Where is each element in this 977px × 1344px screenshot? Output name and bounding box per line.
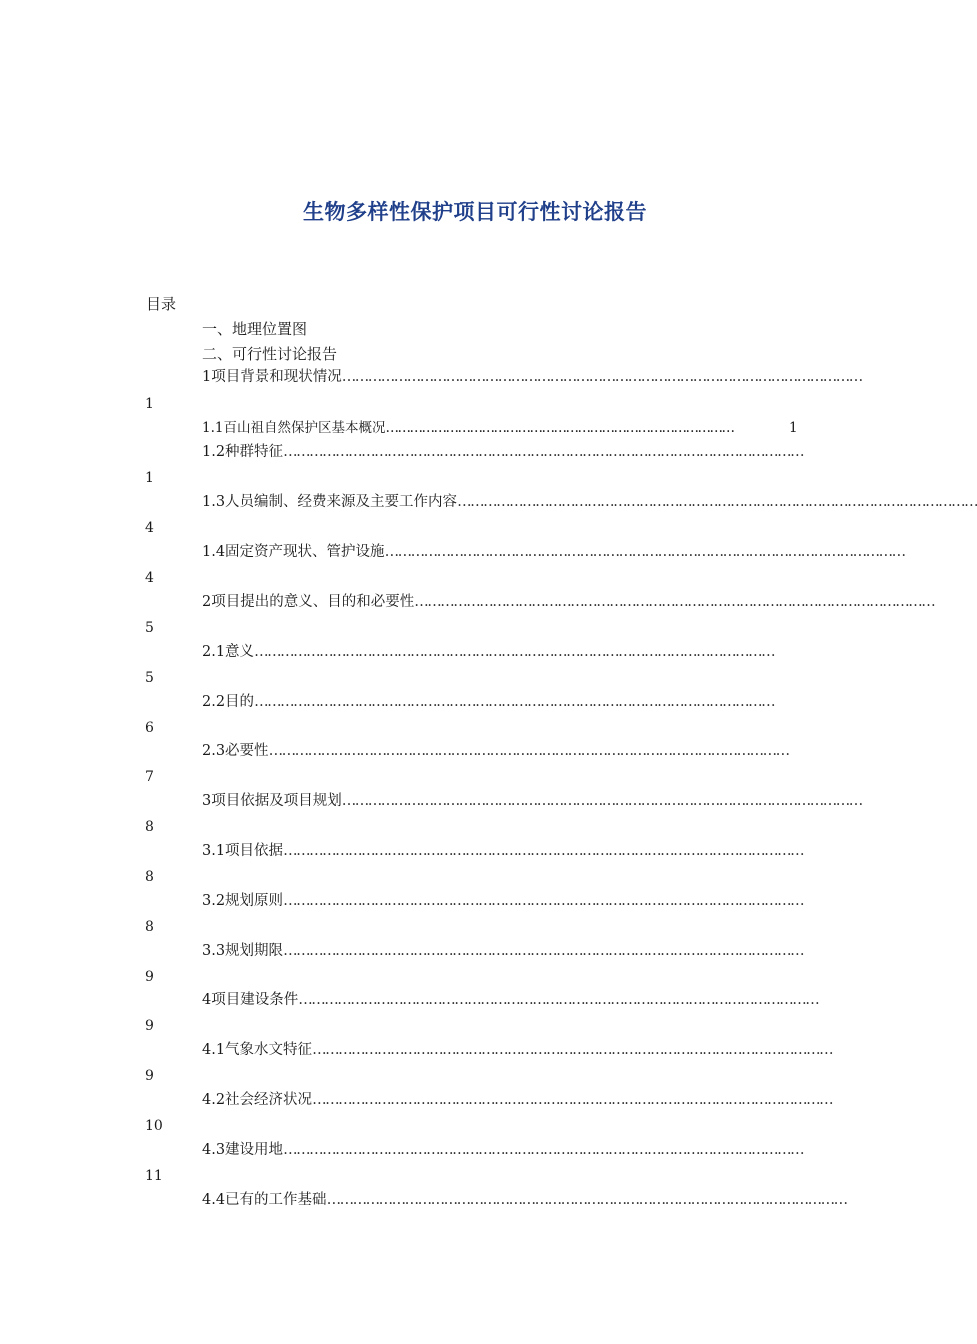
toc-entry-label: 2项目提出的意义、目的和必要性: [202, 594, 415, 610]
toc-entry-label: 4.4已有的工作基础: [202, 1192, 327, 1208]
toc-entry[interactable]: [202, 592, 935, 612]
toc-entry-label: 3.2规划原则: [202, 893, 284, 909]
toc-page-number: 5: [145, 670, 154, 686]
dot-leader: ……………………………………………………………………………: [385, 420, 734, 436]
dot-leader: …………………………………………………………………………………………………………: [326, 1192, 847, 1208]
toc-entry[interactable]: [202, 1040, 833, 1060]
toc-entry[interactable]: [202, 741, 806, 761]
toc-entry-label: 2.2目的: [202, 694, 255, 710]
toc-entry-label: 4.2社会经济状况: [202, 1092, 313, 1108]
toc-page-number: 11: [145, 1168, 163, 1184]
toc-entry[interactable]: [202, 367, 862, 387]
toc-page-number: 5: [145, 620, 154, 636]
toc-page-number: 10: [145, 1118, 163, 1134]
toc-entry-label: 3项目依据及项目规划: [202, 793, 342, 809]
toc-page-number: 1: [145, 470, 154, 486]
dot-leader: …………………………………………………………………………………………………………: [283, 444, 804, 460]
toc-page-number: 4: [145, 570, 154, 586]
dot-leader: …………………………………………………………………………………………………………: [341, 369, 862, 385]
toc-page-number: 8: [145, 819, 154, 835]
toc-entry[interactable]: [202, 891, 806, 911]
dot-leader: …………………………………………………………………………………………………………: [283, 893, 804, 909]
toc-entry-label: 1.4固定资产现状、管护设施: [202, 544, 385, 560]
toc-entry-label: 3.3规划期限: [202, 943, 284, 959]
toc-page-number: 9: [145, 969, 154, 985]
dot-leader: …………………………………………………………………………………………………………: [384, 544, 905, 560]
toc-entry-label: 2.1意义: [202, 644, 255, 660]
dot-leader: …………………………………………………………………………………………………………: [283, 843, 804, 859]
dot-leader: …………………………………………………………………………………………………………: [312, 1042, 833, 1058]
toc-page-number: 7: [145, 769, 154, 785]
toc-entry-label: 2.3必要性: [202, 743, 269, 759]
toc-page-number: 9: [145, 1068, 154, 1084]
dot-leader: …………………………………………………………………………………………………………: [254, 644, 775, 660]
toc-intro-item: 一、地理位置图: [202, 320, 308, 338]
toc-entry[interactable]: [202, 442, 806, 462]
toc-entry-label: 1.2种群特征: [202, 444, 284, 460]
dot-leader: …………………………………………………………………………………………………………: [268, 743, 789, 759]
toc-entry[interactable]: [202, 841, 806, 861]
toc-entry[interactable]: [202, 941, 806, 961]
dot-leader: …………………………………………………………………………………………………………: [298, 992, 819, 1008]
toc-entry[interactable]: [202, 492, 977, 512]
dot-leader: …………………………………………………………………………………………………………: [457, 494, 977, 510]
toc-entry-label: 4.1气象水文特征: [202, 1042, 313, 1058]
dot-leader: …………………………………………………………………………………………………………: [312, 1092, 833, 1108]
toc-page-number: 6: [145, 720, 154, 736]
toc-entry[interactable]: [202, 542, 905, 562]
dot-leader: …………………………………………………………………………………………………………: [254, 694, 775, 710]
toc-entry[interactable]: [202, 692, 806, 712]
toc-entry[interactable]: [202, 642, 806, 662]
toc-page-number: 1: [789, 420, 798, 436]
toc-entry[interactable]: [202, 1190, 847, 1210]
toc-entry[interactable]: [202, 990, 819, 1010]
dot-leader: …………………………………………………………………………………………………………: [341, 793, 862, 809]
toc-heading: 目录: [146, 295, 177, 313]
toc-page-number: 4: [145, 520, 154, 536]
toc-intro-item: 二、可行性讨论报告: [202, 345, 338, 363]
dot-leader: …………………………………………………………………………………………………………: [414, 594, 935, 610]
toc-page-number: 8: [145, 869, 154, 885]
toc-entry-label: 1项目背景和现状情况: [202, 369, 342, 385]
toc-entry[interactable]: [202, 418, 806, 438]
toc-entry-label: 1.1百山祖自然保护区基本概况: [202, 420, 386, 436]
toc-entry[interactable]: [202, 791, 862, 811]
toc-entry-label: 3.1项目依据: [202, 843, 284, 859]
toc-page-number: 1: [145, 396, 154, 412]
toc-entry[interactable]: [202, 1090, 833, 1110]
toc-entry-label: 4项目建设条件: [202, 992, 299, 1008]
dot-leader: …………………………………………………………………………………………………………: [283, 1142, 804, 1158]
toc-entry-label: 1.3人员编制、经费来源及主要工作内容: [202, 494, 458, 510]
toc-page-number: 9: [145, 1018, 154, 1034]
toc-entry-label: 4.3建设用地: [202, 1142, 284, 1158]
document-title: 生物多样性保护项目可行性讨论报告: [303, 200, 647, 224]
toc-page-number: 8: [145, 919, 154, 935]
dot-leader: …………………………………………………………………………………………………………: [283, 943, 804, 959]
toc-entry[interactable]: [202, 1140, 806, 1160]
